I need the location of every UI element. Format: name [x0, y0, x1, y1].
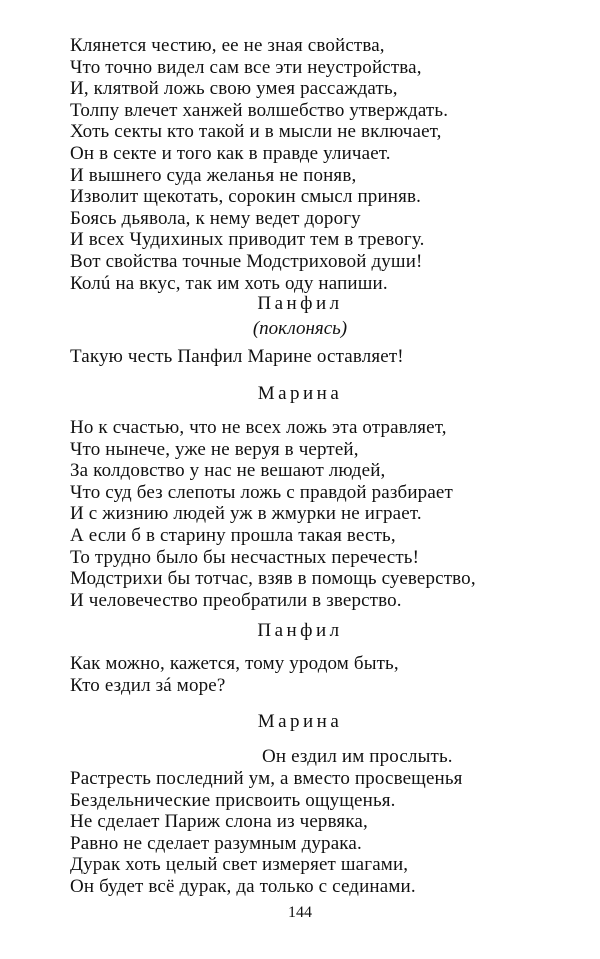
- verse-line: Изволит щекотать, сорокин смысл приняв.: [70, 186, 421, 208]
- verse-line: И вышнего суда желанья не поняв,: [70, 164, 357, 186]
- verse-line: Бездельнические присвоить ощущенья.: [70, 789, 396, 811]
- verse-line: Растресть последний ум, а вместо просвещенья: [70, 768, 463, 789]
- speaker-name: Марина: [257, 711, 343, 732]
- verse-line: Клянется честию, ее не зная свойства,: [70, 35, 385, 56]
- verse-line: Что нынече, уже не веруя в чертей,: [70, 438, 359, 460]
- verse-line: Он в секте и того как в правде уличает.: [70, 142, 391, 164]
- verse-stanza-1: [70, 35, 590, 294]
- verse-line: То трудно было бы несчастных перечесть!: [70, 546, 420, 568]
- verse-stanza-4: [70, 768, 590, 898]
- verse-line: Такую честь Панфил Марине оставляет!: [70, 346, 404, 367]
- verse-stanza-3: [70, 653, 590, 696]
- verse-line: Вот свойства точные Модстриховой души!: [70, 250, 423, 272]
- verse-line: За колдовство у нас не вешают людей,: [70, 460, 386, 482]
- verse-line: И всех Чудихиных приводит тем в тревогу.: [70, 229, 425, 251]
- verse-line: И, клятвой ложь свою умея рассаждать,: [70, 78, 398, 100]
- verse-line: Толпу влечет ханжей волшебство утверждать.: [70, 99, 449, 121]
- verse-line: Но к счастью, что не всех ложь эта отравляет,: [70, 417, 447, 438]
- speaker-name: Панфил: [257, 620, 343, 641]
- verse-line: Что суд без слепоты ложь с правдой разбирает: [70, 481, 453, 503]
- speaker-name: Марина: [257, 383, 343, 404]
- speaker-name: Панфил: [257, 293, 343, 314]
- verse-line: А если б в старину прошла такая весть,: [70, 524, 396, 546]
- verse-line: И человечество преобратили в зверство.: [70, 589, 402, 611]
- verse-line: Колú на вкус, так им хоть оду напиши.: [70, 272, 388, 294]
- verse-line: Кто ездил зá море?: [70, 674, 226, 696]
- verse-line: Равно не сделает разумным дурака.: [70, 832, 362, 854]
- page-number: 144: [288, 904, 312, 921]
- verse-line: Дурак хоть целый свет измеряет шагами,: [70, 854, 409, 876]
- verse-line: Боясь дьявола, к нему ведет дорогу: [70, 207, 361, 229]
- verse-stanza-2: [70, 417, 590, 611]
- verse-line: Не сделает Париж слона из червяка,: [70, 811, 368, 833]
- stage-direction: (поклонясь): [252, 318, 348, 339]
- verse-line: И с жизнию людей уж в жмурки не играет.: [70, 503, 422, 525]
- verse-line: Как можно, кажется, тому уродом быть,: [70, 653, 399, 674]
- verse-line: Он будет всё дурак, да только с сединами.: [70, 875, 416, 897]
- verse-line: Хоть секты кто такой и в мысли не включает,: [70, 121, 442, 143]
- verse-line: Что точно видел сам все эти неустройства,: [70, 56, 422, 78]
- verse-line: Модстрихи бы тотчас, взяв в помощь суеверство,: [70, 568, 476, 590]
- verse-line: Он ездил им прослыть.: [262, 746, 453, 767]
